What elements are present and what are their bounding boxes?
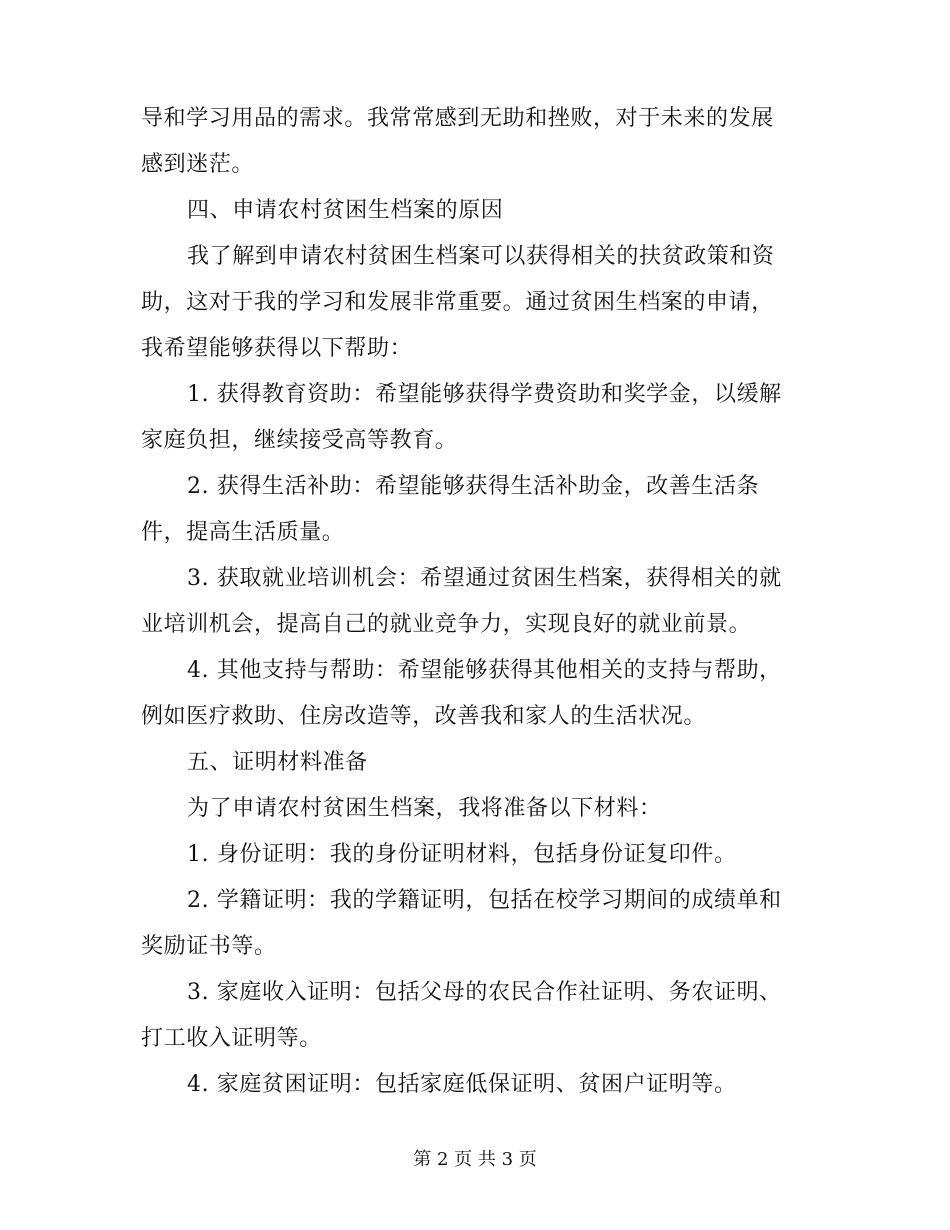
list-item-continuation: 奖励证书等。 — [141, 934, 277, 959]
list-item: 3. 获取就业培训机会：希望通过贫困生档案，获得相关的就 — [187, 566, 782, 591]
body-line: 我希望能够获得以下帮助： — [141, 336, 413, 361]
list-item-continuation: 打工收入证明等。 — [141, 1026, 322, 1051]
list-item: 1. 身份证明：我的身份证明材料，包括身份证复印件。 — [187, 842, 737, 867]
list-item: 4. 家庭贫困证明：包括家庭低保证明、贫困户证明等。 — [187, 1072, 737, 1097]
list-item: 3. 家庭收入证明：包括父母的农民合作社证明、务农证明、 — [187, 980, 782, 1005]
section-heading: 五、证明材料准备 — [187, 750, 368, 775]
section-heading: 四、申请农村贫困生档案的原因 — [187, 198, 504, 223]
list-item: 2. 学籍证明：我的学籍证明，包括在校学习期间的成绩单和 — [187, 888, 782, 913]
list-item: 2. 获得生活补助：希望能够获得生活补助金，改善生活条 — [187, 474, 760, 499]
list-item-continuation: 家庭负担，继续接受高等教育。 — [141, 428, 458, 453]
body-line: 导和学习用品的需求。我常常感到无助和挫败，对于未来的发展 — [141, 106, 774, 131]
body-line: 感到迷茫。 — [141, 152, 255, 177]
page-number-footer: 第 2 页 共 3 页 — [413, 1149, 537, 1170]
list-item-continuation: 例如医疗救助、住房改造等，改善我和家人的生活状况。 — [141, 704, 707, 729]
document-body — [141, 96, 811, 1108]
list-item: 1. 获得教育资助：希望能够获得学费资助和奖学金，以缓解 — [187, 382, 782, 407]
body-line: 助，这对于我的学习和发展非常重要。通过贫困生档案的申请， — [141, 290, 774, 315]
paragraph-line: 为了申请农村贫困生档案，我将准备以下材料： — [187, 796, 662, 821]
paragraph-line: 我了解到申请农村贫困生档案可以获得相关的扶贫政策和资 — [187, 244, 775, 269]
list-item: 4. 其他支持与帮助：希望能够获得其他相关的支持与帮助， — [187, 658, 782, 683]
list-item-continuation: 业培训机会，提高自己的就业竞争力，实现良好的就业前景。 — [141, 612, 752, 637]
list-item-continuation: 件，提高生活质量。 — [141, 520, 345, 545]
